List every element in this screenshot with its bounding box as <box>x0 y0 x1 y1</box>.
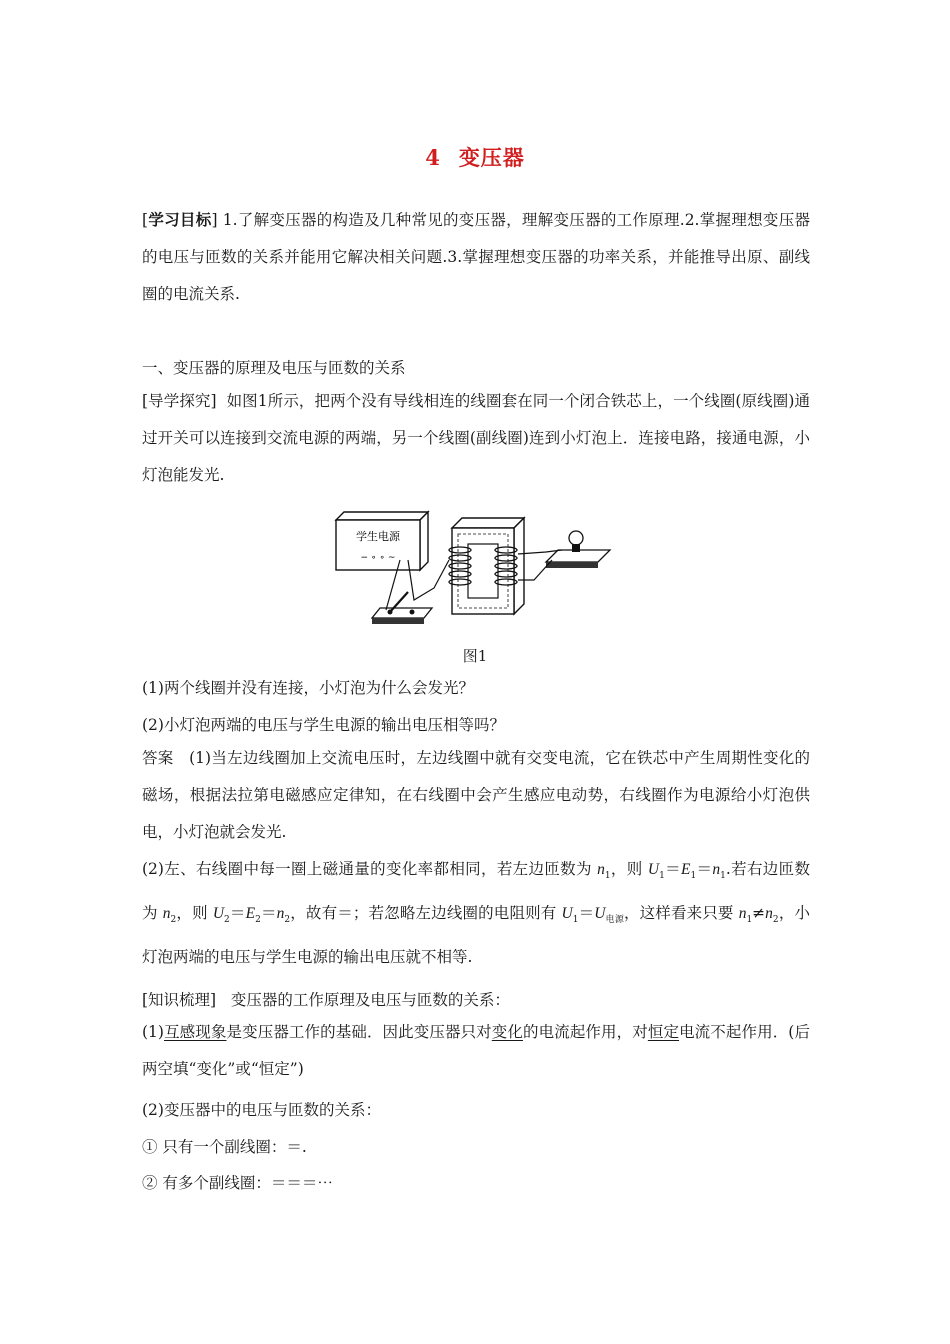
title-text: 变压器 <box>458 145 525 170</box>
var-n: n <box>738 905 747 923</box>
knowledge-text: 变压器的工作原理及电压与匝数的关系： <box>230 991 510 1009</box>
equals-sign: ＝ <box>664 860 681 878</box>
var-U: U <box>212 905 225 923</box>
var-E: E <box>680 861 691 878</box>
subscript: 1 <box>720 871 726 882</box>
subscript: 1 <box>572 915 579 926</box>
var-U: U <box>647 861 660 878</box>
subscript: 2 <box>255 915 261 926</box>
answer-label: 答案 <box>142 749 174 767</box>
var-n: n <box>162 905 171 923</box>
var-n: n <box>597 861 605 878</box>
subscript: 1 <box>690 871 697 882</box>
subscript: 1 <box>746 915 753 926</box>
knowledge-1-part: (1) <box>142 1023 164 1041</box>
knowledge-1-part: 的电流起作用，对 <box>523 1023 648 1041</box>
not-equal-sign: ≠ <box>752 904 766 923</box>
guide-label: [导学探究] <box>142 392 217 410</box>
answer-2-part: ，故有＝；若忽略左边线圈的电阻则有 <box>290 904 557 923</box>
knowledge-1-part: 电流不起作用．(后两空填“变化”或“恒定”) <box>142 1023 810 1078</box>
transformer-circuit-figure <box>328 500 618 630</box>
knowledge-1-part: 是变压器工作的基础．因此变压器只对 <box>226 1023 492 1041</box>
knowledge-heading <box>142 988 510 1010</box>
subscript: 电源 <box>605 915 624 926</box>
answer-2-part: ，这样看来只要 <box>623 904 734 923</box>
subscript: 1 <box>604 871 611 882</box>
var-U: U <box>561 905 573 923</box>
answer-1-text: (1)当左边线圈加上交流电压时，左边线圈中就有交变电流，它在铁芯中产生周期性变化的磁场，根据法拉第电磁感应定律知，在右线圈中会产生感应电动势，右线圈作为电源给小灯泡供电，小灯泡就会发光. <box>142 749 810 841</box>
answer-2-part: ，小灯泡两端的电压与学生电源的输出电压就不相等. <box>142 904 810 967</box>
question-2: (2)小灯泡两端的电压与学生电源的输出电压相等吗？ <box>142 716 505 734</box>
equals-sign: ＝ <box>696 860 713 878</box>
power-terminals: − ∘ ∘ ~ <box>360 553 396 563</box>
subscript: 2 <box>170 915 177 926</box>
answer-2-part: ，则 <box>176 904 208 923</box>
var-E: E <box>245 905 256 923</box>
power-supply <box>336 512 428 570</box>
equals-sign: ＝ <box>229 904 246 923</box>
subscript: 2 <box>224 915 230 926</box>
question-1: (1)两个线圈并没有连接，小灯泡为什么会发光？ <box>142 679 474 697</box>
guide-text: 如图1所示，把两个没有导线相连的线圈套在同一个闭合铁芯上，一个线圈(原线圈)通过开关可以连接到交流电源的两端，另一个线圈(副线圈)连到小灯泡上．连接电路，接通电源，小灯泡能发光. <box>142 392 810 484</box>
knowledge-point-2: (2)变压器中的电压与匝数的关系： <box>142 1101 381 1119</box>
subscript: 2 <box>772 915 779 926</box>
guide-paragraph <box>142 383 810 494</box>
section-heading: 一、变压器的原理及电压与匝数的关系 <box>142 359 406 377</box>
blank-answer-2: 变化 <box>491 1023 523 1041</box>
subscript: 2 <box>284 915 291 926</box>
answer-2-part: (2)左、右线圈中每一圈上磁通量的变化率都相同，若左边匝数为 <box>142 860 592 878</box>
blank-answer-3: 恒定 <box>647 1023 680 1041</box>
objectives-label: 学习目标 <box>148 210 212 229</box>
light-bulb <box>546 531 610 568</box>
answer-paragraph-1 <box>142 740 810 851</box>
objectives-text: 1.了解变压器的构造及几种常见的变压器，理解变压器的工作原理.2.掌握理想变压器的电压与匝数的关系并能用它解决相关问题.3.掌握理想变压器的功率关系，并能推导出原、副线圈的电流关系. <box>142 211 810 303</box>
power-supply-label: 学生电源 <box>356 530 400 543</box>
switch <box>372 592 432 624</box>
var-n: n <box>712 861 721 878</box>
title-number: 4 <box>425 145 441 170</box>
equals-sign: ＝ <box>260 904 277 923</box>
learning-objectives: [学习目标] 1.了解变压器的构造及几种常见的变压器，理解变压器的工作原理.2.掌握理想变压器的电压与匝数的关系并能用它解决相关问题.3.掌握理想变压器的功率关系，并能推导出原、副线圈的电流关系. <box>142 210 810 303</box>
subscript: 1 <box>659 871 665 882</box>
blank-answer-1: 互感现象 <box>163 1023 227 1041</box>
transformer-core <box>452 518 524 614</box>
knowledge-point-1 <box>142 1014 810 1088</box>
knowledge-point-4: ② 有多个副线圈：＝＝＝⋯ <box>142 1174 333 1192</box>
knowledge-label: [知识梳理] <box>142 991 217 1009</box>
figure-caption: 图1 <box>462 647 488 665</box>
knowledge-point-3: ① 只有一个副线圈：＝. <box>142 1138 307 1156</box>
answer-2-part: .若右边匝数为 <box>142 860 810 923</box>
answer-paragraph-2 <box>142 851 810 976</box>
equals-sign: ＝ <box>578 904 595 923</box>
var-U: U <box>594 905 606 923</box>
var-n: n <box>276 905 285 923</box>
page-title <box>0 142 950 172</box>
answer-2-part: ，则 <box>610 860 643 878</box>
var-n: n <box>765 905 773 923</box>
